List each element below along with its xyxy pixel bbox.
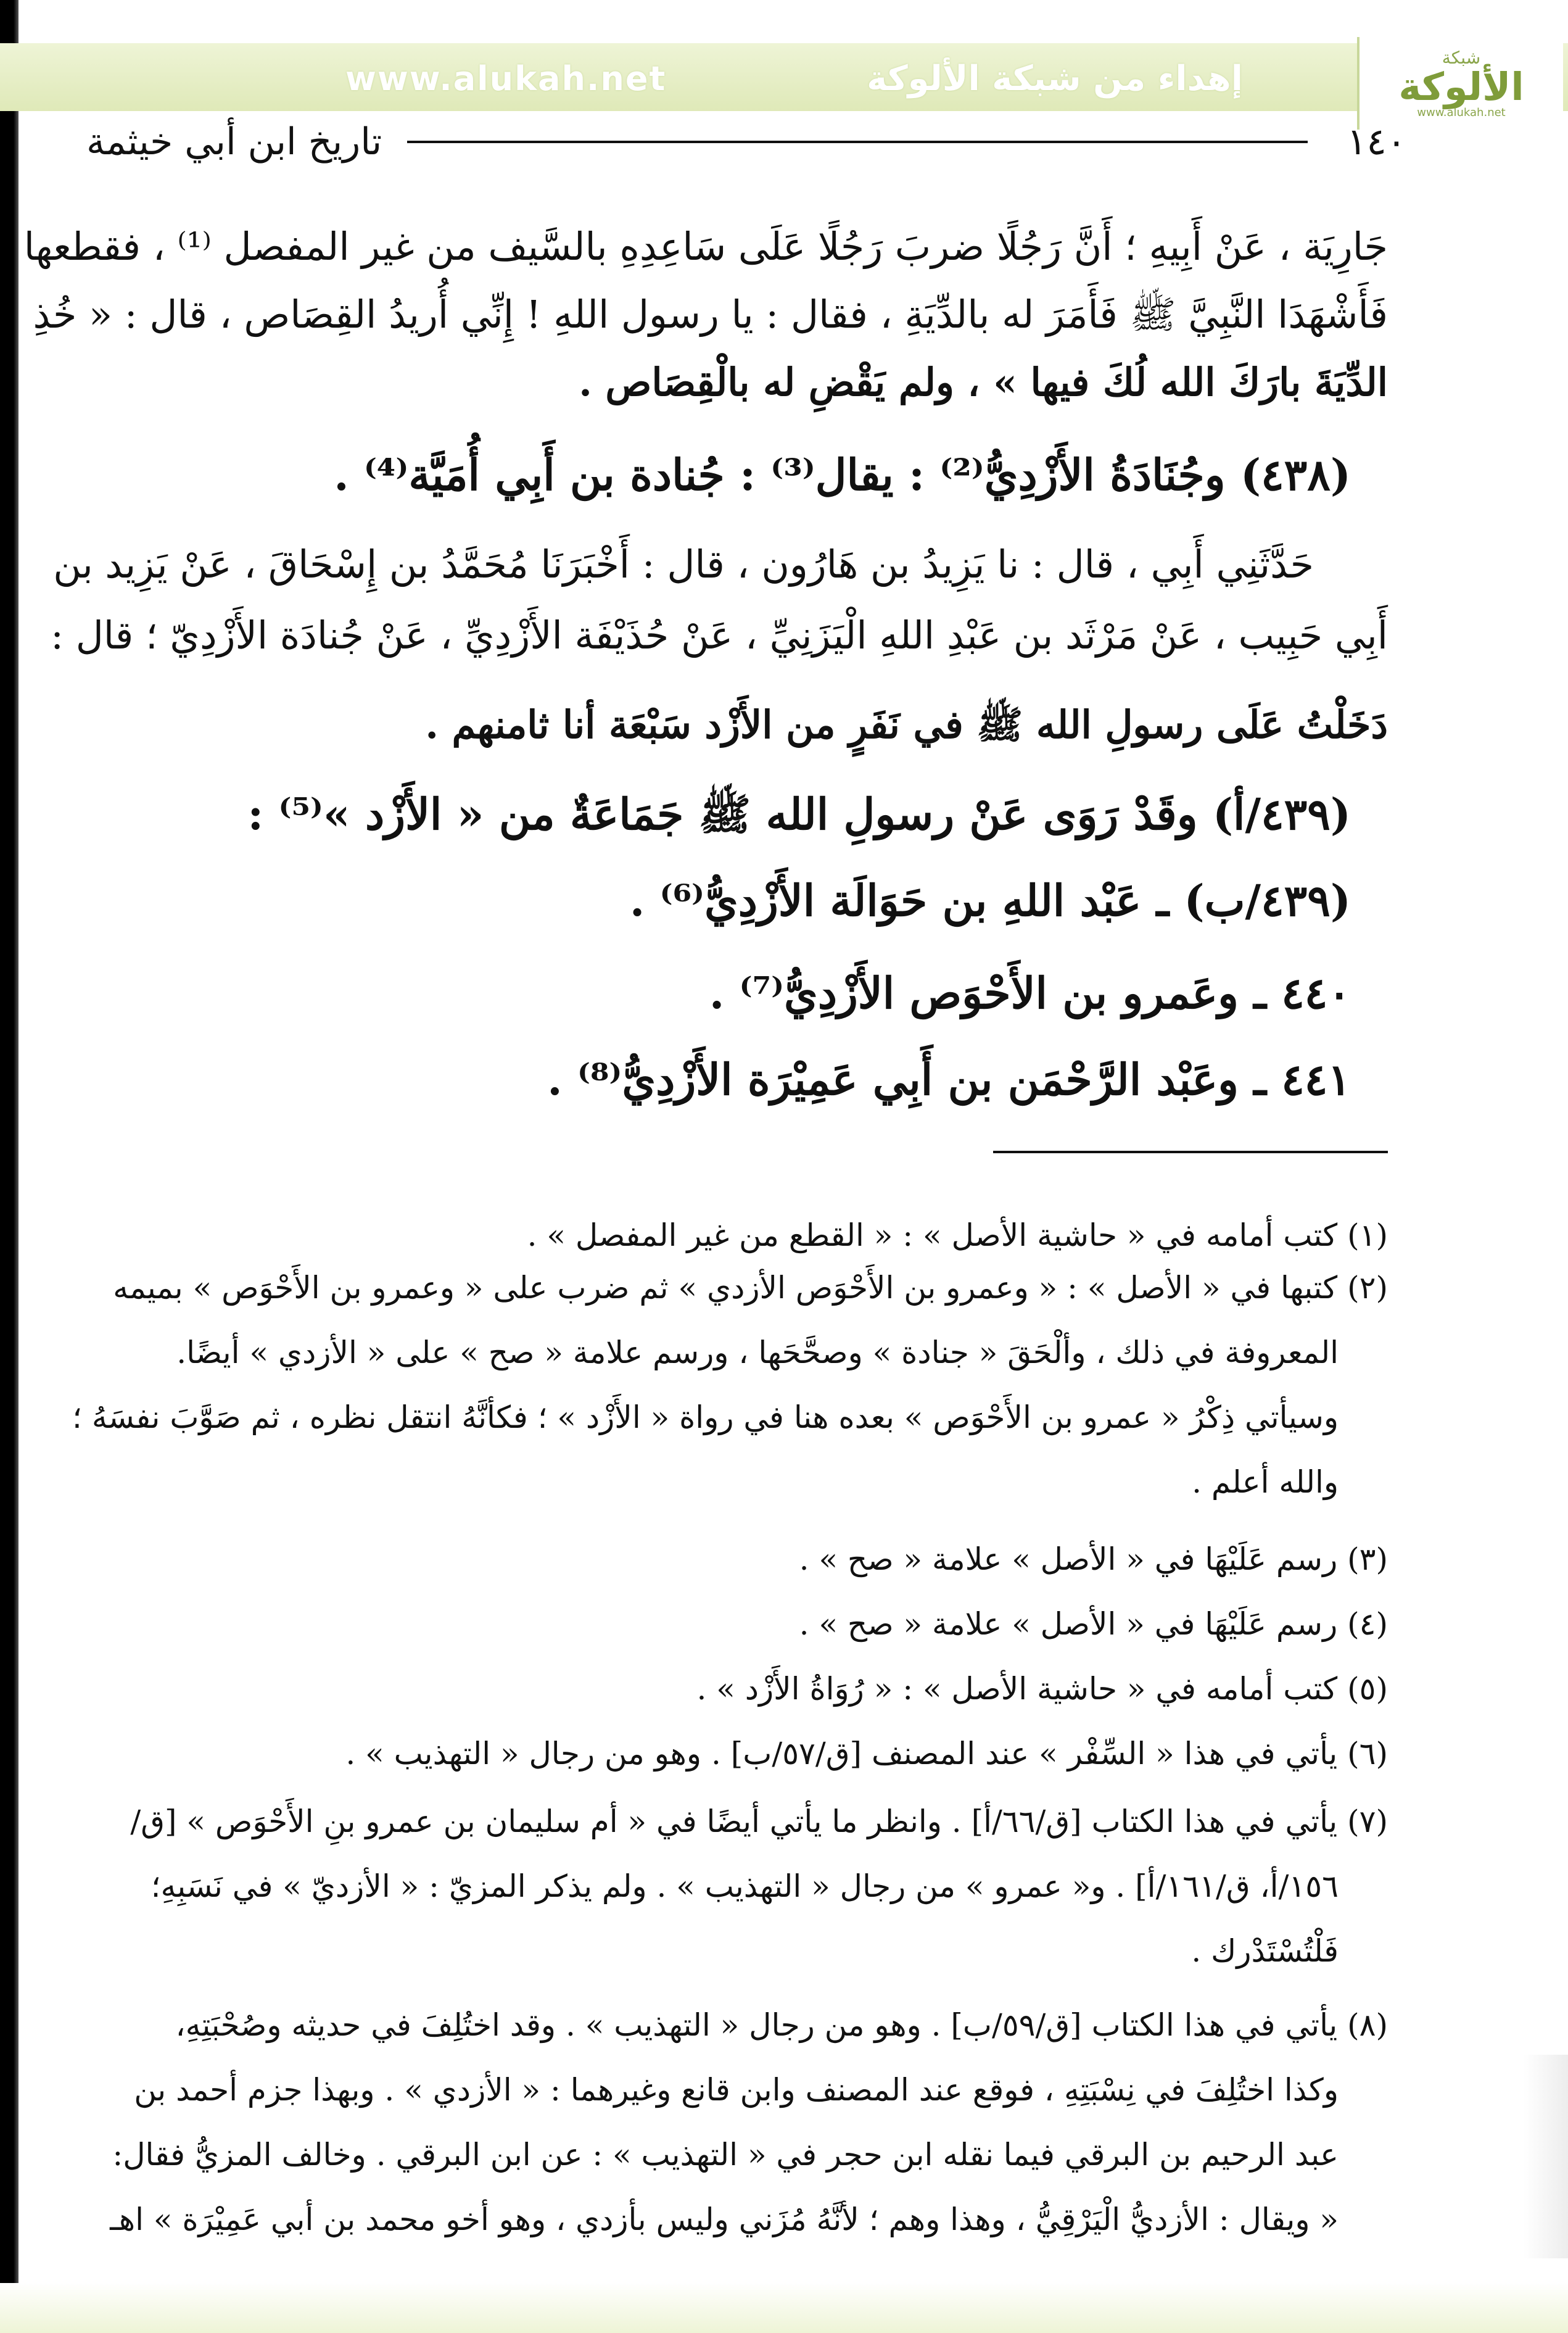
scan-edge [0, 0, 19, 2333]
footnote-line: (٥) كتب أمامه في « حاشية الأصل » : « رُوَاةُ الأَزْد » . [696, 1671, 1388, 1707]
footnote-line: عبد الرحيم بن البرقي فيما نقله ابن حجر في « التهذيب » : عن ابن البرقي . وخالف المزيُّ فقال: [112, 2137, 1339, 2173]
body-line: دَخَلْتُ عَلَى رسولِ الله ﷺ في نَفَرٍ من الأَزْد سَبْعَة أنا ثامنهم . [425, 702, 1388, 747]
footnote-line: (٢) كتبها في « الأصل » : « وعمرو بن الأَحْوَص الأزدي » ثم ضرب على « وعمرو بن الأَحْوَص » بميمه [113, 1270, 1388, 1306]
body-line: جَارِيَة ، عَنْ أَبِيهِ ؛ أَنَّ رَجُلًا ضربَ رَجُلًا عَلَى سَاعِدِهِ بالسَّيف من غير المفصل ⁽¹⁾ ، فقطعها [23, 224, 1388, 269]
body-line: أَبِي حَبِيب ، عَنْ مَرْثَد بن عَبْدِ اللهِ الْيَزَنِيِّ ، عَنْ حُذَيْفَة الأَزْدِيِّ ، عَنْ جُنادَة الأَزْدِيّ ؛ قال : [51, 613, 1388, 658]
footnote-line: (٨) يأتي في هذا الكتاب [ق/٥٩/ب] . وهو من رجال « التهذيب » . وقد اختُلِفَ في حديثه وصُحْبَتِهِ، [175, 2007, 1388, 2043]
entry-heading-438: (٤٣٨) وجُنَادَةُ الأَزْدِيُّ⁽²⁾ : يقال⁽³⁾ : جُنادة بن أَبِي أُمَيَّة⁽⁴⁾ . [334, 449, 1351, 500]
body-line: حَدَّثَنِي أَبِي ، قال : نا يَزِيدُ بن هَارُون ، قال : أَخْبَرَنَا مُحَمَّدُ بن إِسْحَاقَ ، عَنْ يَزِيد بن [53, 542, 1314, 587]
banner-url: www.alukah.net [345, 59, 667, 98]
footnote-line: (٦) يأتي في هذا « السِّفْر » عند المصنف [ق/٥٧/ب] . وهو من رجال « التهذيب » . [345, 1736, 1388, 1772]
logo-top-text: شبكة [1442, 48, 1481, 68]
page-number: ١٤٠ [1347, 120, 1406, 164]
footnote-line: فَلْتُسْتَدْرك . [1191, 1933, 1339, 1969]
watermark-banner [0, 43, 1568, 111]
footnote-line: « ويقال : الأزديُّ الْيَرْقِيُّ ، وهذا وهم ؛ لأنَّهُ مُزَني وليس بأزدي ، وهو أخو محمد بن أبي عَمِيْرَة » اهـ [110, 2202, 1339, 2237]
footnote-line: ١٥٦/أ، ق/١٦١/أ] . و« عمرو » من رجال « التهذيب » . ولم يذكر المزيّ : « الأزديّ » في نَسَبِهِ؛ [151, 1868, 1339, 1904]
entry-heading-441: ٤٤١ ـ وعَبْد الرَّحْمَن بن أَبِي عَمِيْرَة الأَزْدِيُّ⁽⁸⁾ . [547, 1054, 1351, 1105]
entry-heading-440: ٤٤٠ ـ وعَمرو بن الأَحْوَص الأَزْدِيُّ⁽⁷⁾ . [709, 968, 1351, 1019]
running-head-title: تاريخ ابن أبي خيثمة [86, 120, 382, 164]
alukah-logo [1357, 37, 1563, 130]
body-line: فَأَشْهَدَا النَّبِيَّ ﷺ فَأَمَرَ له بالدِّيَةِ ، فقال : يا رسول اللهِ ! إِنِّي أُريدُ القِصَاص ، قال : « خُذِ [33, 292, 1388, 337]
footnote-line: وسيأتي ذِكْرُ « عمرو بن الأَحْوَص » بعده هنا في رواة « الأَزْد » ؛ فكأنَّهُ انتقل نظره ، ثم صَوَّبَ نفسَهُ ؛ [72, 1399, 1339, 1435]
bottom-band [0, 2283, 1568, 2333]
footnote-line: (٣) رسم عَلَيْهَا في « الأصل » علامة « صح » . [799, 1541, 1388, 1577]
entry-heading-439a: (٤٣٩/أ) وقَدْ رَوَى عَنْ رسولِ الله ﷺ جَمَاعَةٌ من « الأَزْد »⁽⁵⁾ : [247, 789, 1351, 840]
body-line: الدِّيَةَ بارَكَ الله لُكَ فيها » ، ولم يَقْضِ له بالْقِصَاص . [579, 360, 1388, 405]
entry-heading-439b: (٤٣٩/ب) ـ عَبْد اللهِ بن حَوَالَة الأَزْدِيُّ⁽⁶⁾ . [629, 875, 1351, 926]
footnote-line: (٧) يأتي في هذا الكتاب [ق/٦٦/أ] . وانظر ما يأتي أيضًا في « أم سليمان بن عمرو بنِ الأَحْوَص » [ق/ [130, 1804, 1388, 1839]
footnote-line: (١) كتب أمامه في « حاشية الأصل » : « القطع من غير المفصل » . [527, 1217, 1388, 1253]
footnote-line: (٤) رسم عَلَيْهَا في « الأصل » علامة « صح » . [799, 1606, 1388, 1642]
watermark-stamp [1524, 2055, 1568, 2258]
footnote-line: وكذا اختُلِفَ في نِسْبَتِهِ ، فوقع عند المصنف وابن قانع وغيرهما : « الأزدي » . وبهذا جزم أحمد بن [134, 2072, 1339, 2108]
logo-main-text: الألوكة [1398, 64, 1524, 109]
footnote-line: والله أعلم . [1192, 1464, 1339, 1500]
banner-gift-text: إهداء من شبكة الألوكة [867, 58, 1243, 99]
running-head-rule [407, 141, 1308, 143]
footnote-line: المعروفة في ذلك ، وألْحَقَ « جنادة » وصحَّحَها ، ورسم علامة « صح » على « الأزدي » أيضًا. [176, 1335, 1339, 1370]
footnote-separator [993, 1151, 1388, 1153]
logo-url-text: www.alukah.net [1417, 106, 1506, 119]
